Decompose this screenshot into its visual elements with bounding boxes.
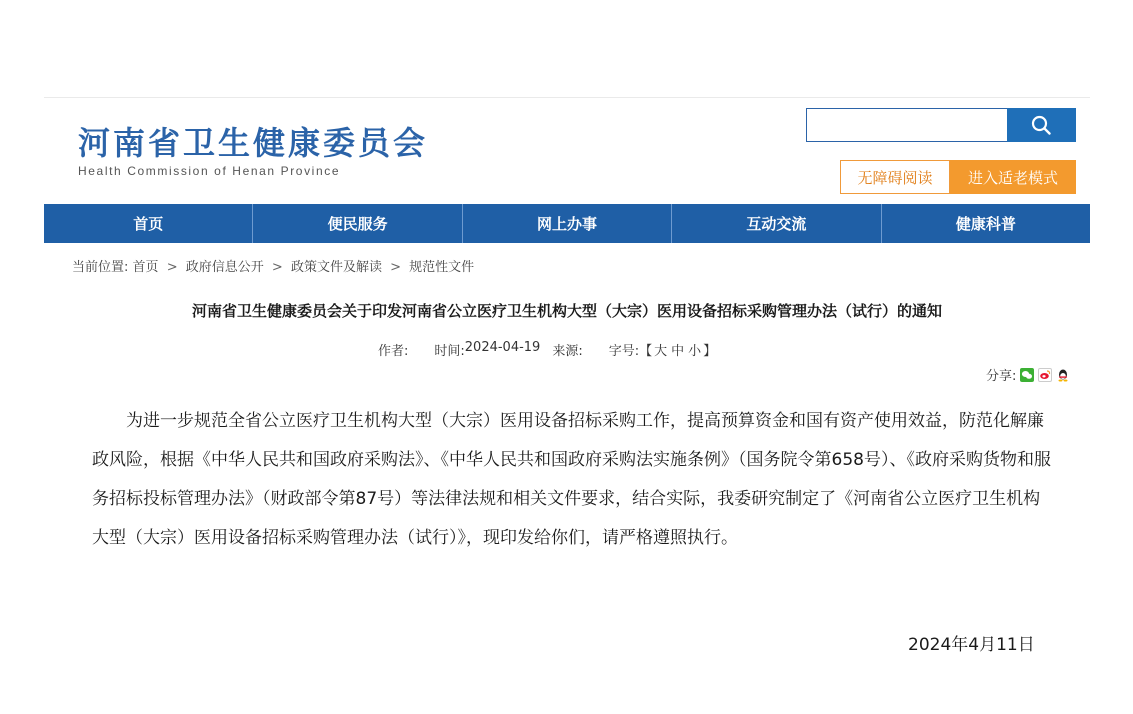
- search-input[interactable]: [806, 108, 1007, 142]
- search-button[interactable]: [1007, 108, 1076, 142]
- nav-item-home[interactable]: 首页: [44, 204, 253, 243]
- logo-chinese-name: 河南省卫生健康委员会: [78, 124, 429, 162]
- fontsize-small-link[interactable]: 小: [688, 344, 702, 359]
- breadcrumb-link-policy[interactable]: 政策文件及解读: [290, 260, 382, 275]
- wechat-share-icon[interactable]: [1020, 368, 1034, 382]
- article-paragraph: 为进一步规范全省公立医疗卫生机构大型（大宗）医用设备招标采购工作，提高预算资金和国有资产使用效益，防范化解廉政风险，根据《中华人民共和国政府采购法》、《中华人民共和国政府采购法实施条例》（国务院令第658号）、《政府采购货物和服务招标投标管理办法》（财政部令第87号）等法律法规和相关文件要求，结合实际，我委研究制定了《河南省公立医疗卫生机构大型（大宗）医用设备招标采购管理办法（试行）》，现印发给你们，请严格遵照执行。: [92, 411, 1051, 548]
- article-meta: [378, 340, 716, 359]
- elder-mode-button[interactable]: 进入适老模式: [950, 160, 1076, 194]
- nav-item-services[interactable]: 便民服务: [253, 204, 462, 243]
- qq-share-icon[interactable]: [1056, 368, 1070, 382]
- breadcrumb-separator: >: [166, 260, 178, 275]
- search-icon: [1030, 114, 1052, 136]
- breadcrumb-prefix: 当前位置:: [72, 260, 129, 275]
- nav-item-interaction[interactable]: 互动交流: [672, 204, 881, 243]
- breadcrumb-separator: >: [271, 260, 283, 275]
- meta-source-label: 来源:: [552, 344, 583, 359]
- fontsize-medium-link[interactable]: 中: [671, 344, 685, 359]
- meta-time-label: 时间:: [434, 344, 465, 359]
- breadcrumb: [72, 256, 474, 275]
- accessible-reading-button[interactable]: 无障碍阅读: [840, 160, 950, 194]
- share-label: 分享:: [986, 369, 1017, 384]
- breadcrumb-link-gov-info[interactable]: 政府信息公开: [185, 260, 264, 275]
- meta-author-label: 作者:: [378, 344, 409, 359]
- fontsize-large-link[interactable]: 大: [654, 344, 668, 359]
- site-logo[interactable]: [78, 125, 428, 178]
- breadcrumb-separator: >: [390, 260, 401, 275]
- search-bar: [806, 108, 1076, 142]
- fontsize-bracket-open: 【: [639, 344, 653, 359]
- article-body: [92, 402, 1052, 558]
- logo-english-name: Health Commission of Henan Province: [78, 164, 341, 178]
- header-divider: [44, 97, 1090, 98]
- nav-item-online-affairs[interactable]: 网上办事: [463, 204, 672, 243]
- reading-mode-buttons: [840, 160, 1076, 194]
- main-nav: [44, 204, 1090, 243]
- weibo-share-icon[interactable]: [1038, 368, 1052, 382]
- nav-item-health-science[interactable]: 健康科普: [955, 215, 1016, 233]
- breadcrumb-link-normative[interactable]: 规范性文件: [409, 260, 475, 275]
- share-bar: [986, 365, 1070, 384]
- meta-fontsize-label: 字号:: [608, 344, 640, 359]
- fontsize-bracket-close: 】: [703, 344, 717, 359]
- publish-date: 2024年4月11日: [908, 635, 1035, 655]
- article-title: 河南省卫生健康委员会关于印发河南省公立医疗卫生机构大型（大宗）医用设备招标采购管理办法（试行）的通知: [191, 302, 942, 320]
- meta-time-value: 2024-04-19: [464, 340, 541, 355]
- breadcrumb-link-home[interactable]: 首页: [132, 260, 159, 275]
